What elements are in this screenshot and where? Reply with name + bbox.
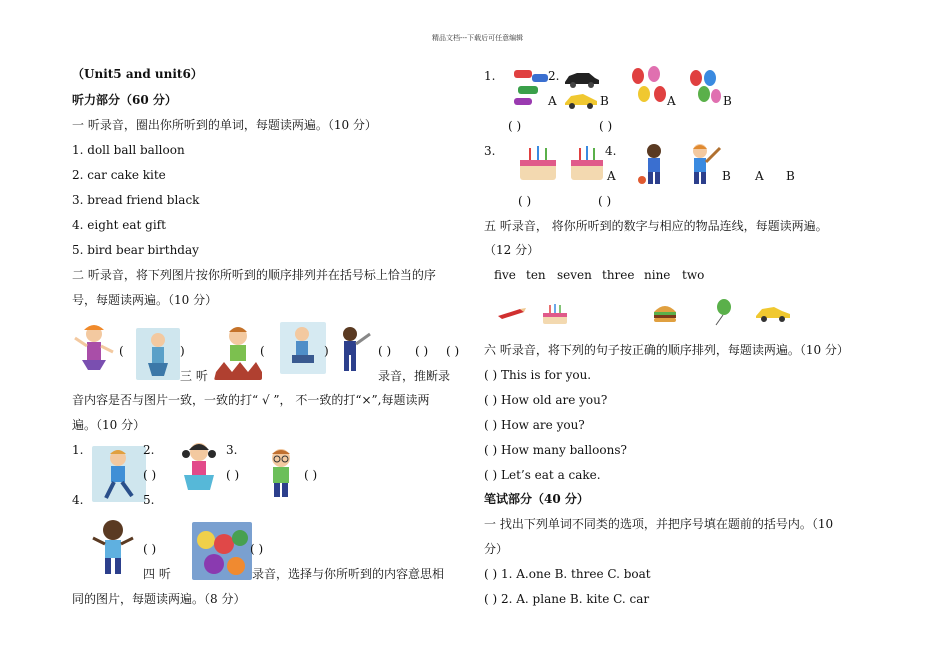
- r-bracket: ( ): [508, 119, 522, 133]
- boy-with-glasses-picture: [258, 446, 304, 502]
- q2-bracket: (: [119, 344, 124, 358]
- party-crowd-picture: [192, 522, 252, 580]
- q3-number: 3.: [226, 443, 238, 457]
- r-bracket: ( ): [599, 119, 613, 133]
- q4-title-line2: 同的图片，每题读两遍。（8 分）: [72, 592, 246, 606]
- toy-cars-picture: [512, 68, 550, 108]
- q1-title: 一 听录音，圈出你所听到的单词，每题读两遍。（10 分）: [72, 118, 377, 132]
- r-label: B: [723, 94, 732, 108]
- q2-bracket: ): [180, 344, 185, 358]
- q2-bracket: ( ): [446, 344, 460, 358]
- q5-score: （12 分）: [484, 243, 540, 257]
- boy-waving-picture: [214, 322, 262, 380]
- q3-title-prefix: 三 听: [180, 369, 208, 383]
- r-label: B: [722, 169, 731, 183]
- r-bracket: ( ): [598, 194, 612, 208]
- q3-number: 2.: [143, 443, 155, 457]
- q2-bracket: ( ): [378, 344, 392, 358]
- r-number: 2.: [548, 69, 560, 83]
- q3-number: 1.: [72, 443, 84, 457]
- q2-bracket: ( ): [415, 344, 429, 358]
- q5-number-word: five: [494, 268, 516, 282]
- r-label: B: [786, 169, 795, 183]
- yellow-car-picture: [563, 90, 599, 110]
- q3-title-line2: 音内容是否与图片一致，一致的打“ √ ”， 不一致的打“×”,每题读两: [72, 393, 430, 407]
- q5-title: 五 听录音， 将你所听到的数字与相应的物品连线，每题读两遍。: [484, 219, 828, 233]
- q3-number: 5.: [143, 493, 155, 507]
- q6-title: 六 听录音，将下列的句子按正确的顺序排列，每题读两遍。（10 分）: [484, 343, 849, 357]
- q1-item: 1. doll ball balloon: [72, 143, 185, 157]
- r-label: A: [548, 94, 557, 108]
- girl-with-kite-picture: [136, 328, 180, 380]
- q3-bracket: ( ): [250, 542, 264, 556]
- balloons-group-b-picture: [684, 68, 724, 108]
- q6-item: ( ) How many balloons?: [484, 443, 627, 457]
- r-bracket: ( ): [518, 194, 532, 208]
- r-label: A: [755, 169, 764, 183]
- w1-item: ( ) 1. A.one B. three C. boat: [484, 567, 651, 581]
- q2-title-line2: 号，每题读两遍。（10 分）: [72, 293, 218, 307]
- q6-item: ( ) This is for you.: [484, 368, 592, 382]
- hamburger-picture: [652, 302, 678, 324]
- q3-bracket: ( ): [304, 468, 318, 482]
- page-header: 精品文档---下载后可任意编辑: [432, 34, 524, 42]
- q2-bracket: (: [260, 344, 265, 358]
- q5-number-word: nine: [644, 268, 671, 282]
- boy-with-tool-picture: [336, 324, 374, 374]
- r-label: A: [607, 169, 616, 183]
- q6-item: ( ) How are you?: [484, 418, 585, 432]
- r-number: 4.: [605, 144, 617, 158]
- q6-item: ( ) How old are you?: [484, 393, 608, 407]
- q5-number-word: ten: [526, 268, 546, 282]
- girl-with-bat-picture: [684, 142, 722, 186]
- toy-car-picture: [754, 302, 792, 324]
- pencil-picture: [496, 306, 528, 320]
- birthday-cake-b-picture: [568, 142, 606, 184]
- cake-picture: [540, 302, 570, 326]
- q3-title-line3: 遍。（10 分）: [72, 418, 146, 432]
- w1-score: 分）: [484, 542, 509, 556]
- boy-dark-hair-picture: [88, 518, 138, 580]
- boy-running-picture: [92, 446, 146, 502]
- r-label: B: [600, 94, 609, 108]
- unit-title: （Unit5 and unit6）: [72, 67, 203, 81]
- w1-item: ( ) 2. A. plane B. kite C. car: [484, 592, 650, 606]
- q2-title-line1: 二 听录音，将下列图片按你所听到的顺序排列并在括号标上恰当的序: [72, 268, 436, 282]
- q3-bracket: ( ): [143, 542, 157, 556]
- girl-dancing-picture: [72, 322, 116, 378]
- written-section-title: 笔试部分（40 分）: [484, 492, 589, 506]
- r-number: 1.: [484, 69, 496, 83]
- q1-item: 5. bird bear birthday: [72, 243, 199, 257]
- q3-number: 4.: [72, 493, 84, 507]
- w1-title: 一 找出下列单词不同类的选项，并把序号填在题前的括号内。（10: [484, 517, 834, 531]
- q2-bracket: ): [324, 344, 329, 358]
- balloons-group-a-picture: [628, 66, 668, 110]
- q3-bracket: ( ): [143, 468, 157, 482]
- q4-title-suffix: 录音，选择与你所听到的内容意思相: [252, 567, 445, 581]
- q1-item: 4. eight eat gift: [72, 218, 166, 232]
- birthday-cake-a-picture: [516, 142, 560, 184]
- q3-title-suffix: 录音，推断录: [378, 369, 451, 383]
- r-label: A: [667, 94, 676, 108]
- q5-number-word: three: [602, 268, 635, 282]
- q5-number-word: seven: [557, 268, 592, 282]
- r-number: 3.: [484, 144, 496, 158]
- balloon-picture: [710, 298, 734, 326]
- boy-sitting-picture: [280, 322, 326, 374]
- black-car-picture: [563, 70, 601, 88]
- q5-number-word: two: [682, 268, 705, 282]
- q1-item: 2. car cake kite: [72, 168, 166, 182]
- girl-with-pigtails-picture: [176, 440, 222, 502]
- q3-bracket: ( ): [226, 468, 240, 482]
- listening-section-title: 听力部分（60 分）: [72, 93, 177, 107]
- q1-item: 3. bread friend black: [72, 193, 200, 207]
- q6-item: ( ) Let’s eat a cake.: [484, 468, 601, 482]
- boy-with-ball-picture: [636, 142, 672, 186]
- q4-title-prefix: 四 听: [143, 567, 171, 581]
